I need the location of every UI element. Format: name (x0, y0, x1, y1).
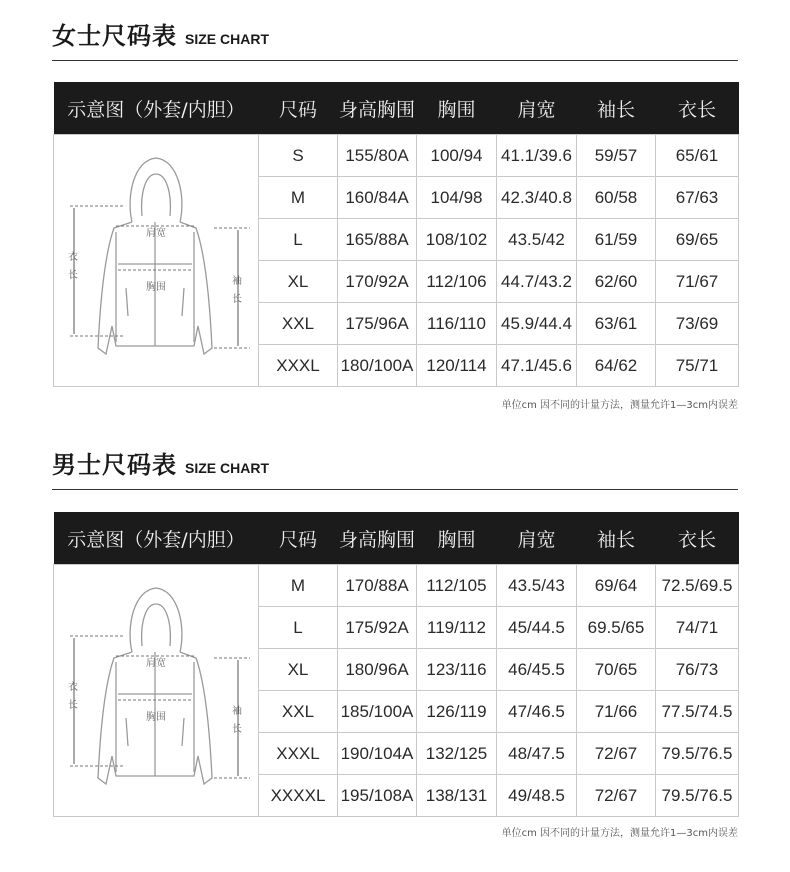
size-cell: XXXL (259, 733, 338, 775)
women-title (52, 16, 269, 51)
shoulder-cell: 47.1/45.6 (497, 345, 577, 387)
height-chest-cell: 195/108A (338, 775, 417, 817)
sleeve-cell: 69/64 (577, 565, 656, 607)
women-size-table (53, 82, 739, 387)
header-length: 衣长 (656, 82, 739, 135)
sleeve-cell: 60/58 (577, 177, 656, 219)
height-chest-cell: 180/96A (338, 649, 417, 691)
height-chest-cell: 190/104A (338, 733, 417, 775)
header-length: 衣长 (656, 512, 739, 565)
chest-cell: 132/125 (417, 733, 497, 775)
sleeve-cell: 72/67 (577, 733, 656, 775)
length-cell: 79.5/76.5 (656, 733, 739, 775)
size-cell: XXXL (259, 345, 338, 387)
height-chest-cell: 170/88A (338, 565, 417, 607)
label-shoulder: 肩宽 (146, 657, 166, 669)
height-chest-cell: 175/96A (338, 303, 417, 345)
shoulder-cell: 47/46.5 (497, 691, 577, 733)
label-chest: 胸围 (146, 281, 166, 293)
women-title-cn: 女士尺码表 (52, 22, 177, 50)
size-cell: M (259, 565, 338, 607)
sleeve-cell: 62/60 (577, 261, 656, 303)
length-cell: 67/63 (656, 177, 739, 219)
length-cell: 75/71 (656, 345, 739, 387)
table-row (54, 135, 739, 177)
length-cell: 71/67 (656, 261, 739, 303)
label-sleeve-1: 袖 (232, 705, 242, 717)
shoulder-cell: 44.7/43.2 (497, 261, 577, 303)
shoulder-cell: 43.5/42 (497, 219, 577, 261)
length-cell: 65/61 (656, 135, 739, 177)
chest-cell: 116/110 (417, 303, 497, 345)
size-cell: M (259, 177, 338, 219)
chest-cell: 123/116 (417, 649, 497, 691)
jacket-illustration (54, 135, 259, 387)
header-size: 尺码 (259, 82, 338, 135)
header-shoulder: 肩宽 (497, 512, 577, 565)
shoulder-cell: 43.5/43 (497, 565, 577, 607)
label-sleeve-2: 长 (232, 293, 242, 305)
shoulder-cell: 41.1/39.6 (497, 135, 577, 177)
label-chest: 胸围 (146, 711, 166, 723)
women-title-en: SIZE CHART (185, 31, 269, 47)
sleeve-cell: 70/65 (577, 649, 656, 691)
shoulder-cell: 49/48.5 (497, 775, 577, 817)
shoulder-cell: 46/45.5 (497, 649, 577, 691)
women-divider (52, 60, 738, 61)
height-chest-cell: 155/80A (338, 135, 417, 177)
header-shoulder: 肩宽 (497, 82, 577, 135)
men-title-cn: 男士尺码表 (52, 451, 177, 479)
height-chest-cell: 160/84A (338, 177, 417, 219)
size-cell: XL (259, 261, 338, 303)
header-size: 尺码 (259, 512, 338, 565)
size-cell: XL (259, 649, 338, 691)
table-row (54, 565, 739, 607)
length-cell: 76/73 (656, 649, 739, 691)
sleeve-cell: 63/61 (577, 303, 656, 345)
header-height-chest: 身高胸围 (338, 512, 417, 565)
chest-cell: 104/98 (417, 177, 497, 219)
men-title (52, 445, 269, 480)
women-header-row (54, 82, 739, 135)
men-note: 单位cm 因不同的计量方法，测量允许1—3cm内误差 (501, 828, 738, 839)
jacket-illustration (54, 565, 259, 817)
length-cell: 79.5/76.5 (656, 775, 739, 817)
length-cell: 77.5/74.5 (656, 691, 739, 733)
label-length-1: 衣 (68, 681, 78, 693)
size-cell: L (259, 219, 338, 261)
shoulder-cell: 45.9/44.4 (497, 303, 577, 345)
sleeve-cell: 69.5/65 (577, 607, 656, 649)
header-sleeve: 袖长 (577, 512, 656, 565)
header-sleeve: 袖长 (577, 82, 656, 135)
length-cell: 73/69 (656, 303, 739, 345)
height-chest-cell: 175/92A (338, 607, 417, 649)
size-cell: L (259, 607, 338, 649)
length-cell: 69/65 (656, 219, 739, 261)
shoulder-cell: 45/44.5 (497, 607, 577, 649)
length-cell: 74/71 (656, 607, 739, 649)
chest-cell: 112/106 (417, 261, 497, 303)
sleeve-cell: 71/66 (577, 691, 656, 733)
label-sleeve-1: 袖 (232, 275, 242, 287)
shoulder-cell: 48/47.5 (497, 733, 577, 775)
shoulder-cell: 42.3/40.8 (497, 177, 577, 219)
chest-cell: 138/131 (417, 775, 497, 817)
sleeve-cell: 64/62 (577, 345, 656, 387)
label-length-1: 衣 (68, 251, 78, 263)
height-chest-cell: 180/100A (338, 345, 417, 387)
height-chest-cell: 165/88A (338, 219, 417, 261)
height-chest-cell: 185/100A (338, 691, 417, 733)
header-illustration: 示意图（外套/内胆） (54, 82, 259, 135)
chest-cell: 100/94 (417, 135, 497, 177)
size-cell: XXL (259, 303, 338, 345)
size-cell: XXL (259, 691, 338, 733)
height-chest-cell: 170/92A (338, 261, 417, 303)
men-divider (52, 489, 738, 490)
men-title-en: SIZE CHART (185, 460, 269, 476)
chest-cell: 126/119 (417, 691, 497, 733)
chest-cell: 108/102 (417, 219, 497, 261)
sleeve-cell: 59/57 (577, 135, 656, 177)
sleeve-cell: 72/67 (577, 775, 656, 817)
chest-cell: 119/112 (417, 607, 497, 649)
chest-cell: 120/114 (417, 345, 497, 387)
men-header-row (54, 512, 739, 565)
header-illustration: 示意图（外套/内胆） (54, 512, 259, 565)
label-sleeve-2: 长 (232, 723, 242, 735)
length-cell: 72.5/69.5 (656, 565, 739, 607)
men-size-table (53, 512, 739, 817)
label-shoulder: 肩宽 (146, 227, 166, 239)
size-cell: S (259, 135, 338, 177)
chest-cell: 112/105 (417, 565, 497, 607)
header-height-chest: 身高胸围 (338, 82, 417, 135)
label-length-2: 长 (68, 269, 78, 281)
sleeve-cell: 61/59 (577, 219, 656, 261)
header-chest: 胸围 (417, 512, 497, 565)
label-length-2: 长 (68, 699, 78, 711)
size-cell: XXXXL (259, 775, 338, 817)
women-note: 单位cm 因不同的计量方法，测量允许1—3cm内误差 (501, 400, 738, 411)
header-chest: 胸围 (417, 82, 497, 135)
